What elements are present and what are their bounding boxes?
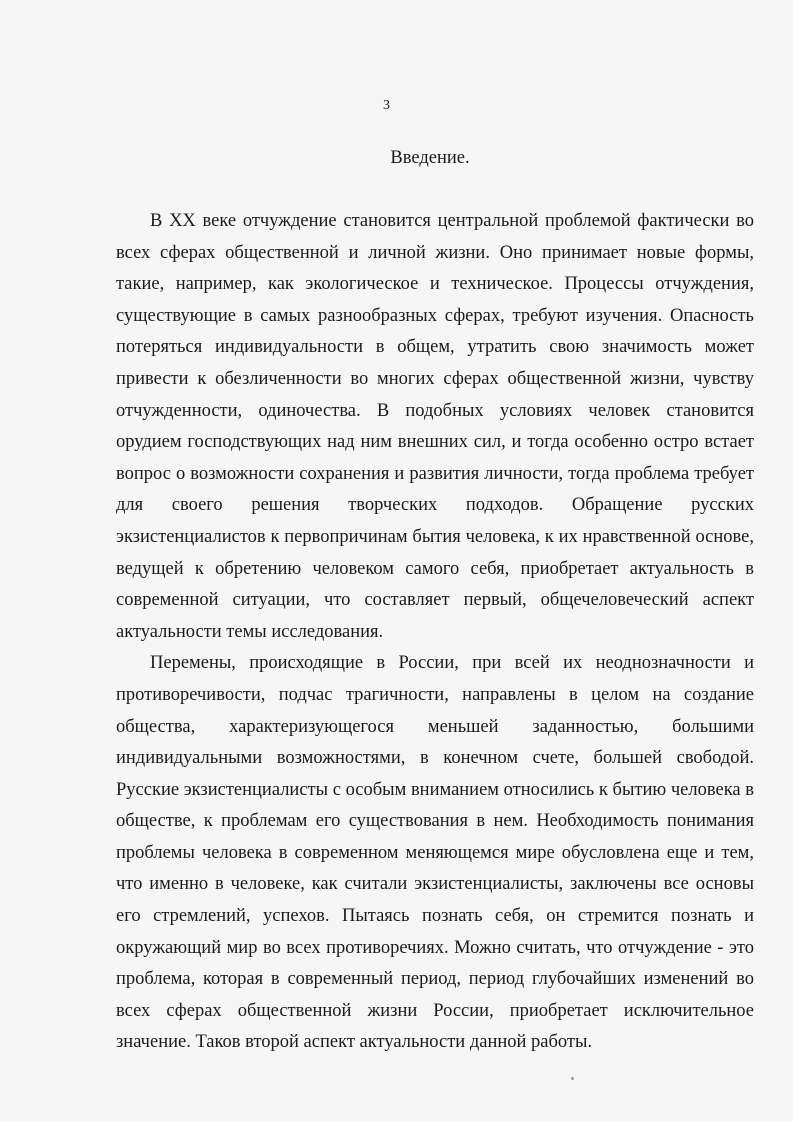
paragraph-2: Перемены, происходящие в России, при всей их неоднозначности и противоречивости, подчас трагичности, направлены в целом на создание общества, характеризующегося меньшей заданностью, большими индивидуальными возможностями, в конечном счете, большей свободой. Русские экзистенциалисты с особым вниманием относились к бытию человека в обществе, к проблемам его существования в нем. Необходимость понимания проблемы человека в современном меняющемся мире обусловлена еще и тем, что именно в человеке, как считали экзистенциалисты, заключены все основы его стремлений, успехов. Пытаясь познать себя, он стремится познать и окружающий мир во всех противоречиях. Можно считать, что отчуждение - это проблема, которая в современный период, период глубочайших изменений во всех сферах общественной жизни России, приобретает исключительное значение. Таков второй аспект актуальности данной работы.: [116, 653, 754, 1053]
page-number: 3: [383, 98, 390, 113]
section-title: Введение.: [390, 148, 470, 168]
scan-speck: [571, 1077, 574, 1080]
paragraph-1: В XX веке отчуждение становится центральной проблемой фактически во всех сферах общественной и личной жизни. Оно принимает новые формы, такие, например, как экологическое и техническое. Процессы отчуждения, существующие в самых разнообразных сферах, требуют изучения. Опасность потеряться индивидуальности в общем, утратить свою значимость может привести к обезличенности во многих сферах общественной жизни, чувству отчужденности, одиночества. В подобных условиях человек становится орудием господствующих над ним внешних сил, и тогда особенно остро встает вопрос о возможности сохранения и развития личности, тогда проблема требует для своего решения творческих подходов. Обращение русских экзистенциалистов к первопричинам бытия человека, к их нравственной основе, ведущей к обретению человеком самого себя, приобретает актуальность в современной ситуации, что составляет первый, общечеловеческий аспект актуальности темы исследования.: [116, 211, 754, 642]
body-text: [116, 206, 754, 1059]
